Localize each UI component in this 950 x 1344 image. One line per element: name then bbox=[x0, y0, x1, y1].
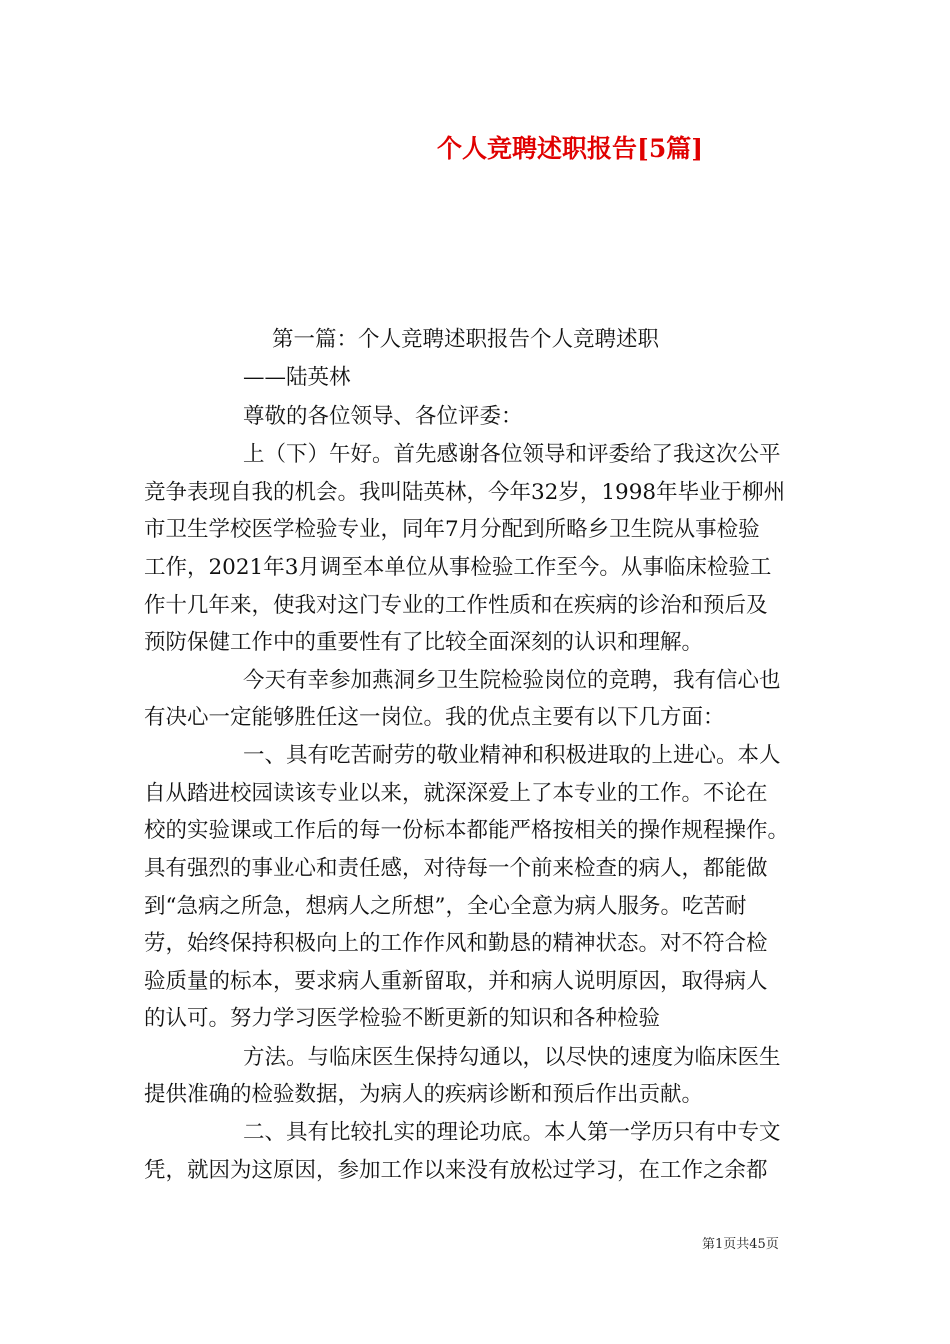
text-line: 预防保健工作中的重要性有了比较全面深刻的认识和理解。 bbox=[144, 630, 704, 655]
text-line: 具有强烈的事业心和责任感，对待每一个前来检查的病人，都能做 bbox=[144, 856, 768, 881]
text-line: 今天有幸参加燕洞乡卫生院检验岗位的竞聘，我有信心也 bbox=[243, 668, 781, 693]
text-line: 上（下）午好。首先感谢各位领导和评委给了我这次公平 bbox=[243, 442, 781, 467]
text-line: 的认可。努力学习医学检验不断更新的知识和各种检验 bbox=[144, 1006, 661, 1031]
text-line: 市卫生学校医学检验专业，同年7月分配到所略乡卫生院从事检验 bbox=[144, 517, 760, 542]
text-line: 作十几年来，使我对这门专业的工作性质和在疾病的诊治和预后及 bbox=[144, 593, 768, 618]
text-line: 第一篇：个人竞聘述职报告个人竞聘述职 bbox=[272, 327, 660, 352]
text-line: 劳，始终保持积极向上的工作作风和勤恳的精神状态。对不符合检 bbox=[144, 931, 768, 956]
text-line: 有决心一定能够胜任这一岗位。我的优点主要有以下几方面： bbox=[144, 705, 725, 730]
text-line: 凭，就因为这原因，参加工作以来没有放松过学习，在工作之余都 bbox=[144, 1158, 768, 1183]
page-number-footer: 第1页共45页 bbox=[702, 1237, 779, 1252]
text-line: 二、具有比较扎实的理论功底。本人第一学历只有中专文 bbox=[243, 1120, 781, 1145]
text-line: 验质量的标本，要求病人重新留取，并和病人说明原因，取得病人 bbox=[144, 969, 768, 994]
document-title: 个人竞聘述职报告[5篇] bbox=[437, 134, 704, 163]
text-line: 方法。与临床医生保持勾通以，以尽快的速度为临床医生 bbox=[243, 1045, 781, 1070]
text-line: 竞争表现自我的机会。我叫陆英林，今年32岁，1998年毕业于柳州 bbox=[144, 480, 786, 505]
text-line: 一、具有吃苦耐劳的敬业精神和积极进取的上进心。本人 bbox=[243, 743, 781, 768]
text-line: 提供准确的检验数据，为病人的疾病诊断和预后作出贡献。 bbox=[144, 1082, 704, 1107]
text-line: 校的实验课或工作后的每一份标本都能严格按相关的操作规程操作。 bbox=[144, 818, 790, 843]
text-line: ——陆英林 bbox=[243, 365, 351, 390]
text-line: 尊敬的各位领导、各位评委： bbox=[243, 404, 523, 429]
text-line: 到“急病之所急，想病人之所想”，全心全意为病人服务。吃苦耐 bbox=[144, 894, 747, 919]
text-line: 工作，2021年3月调至本单位从事检验工作至今。从事临床检验工 bbox=[144, 555, 772, 580]
text-line: 自从踏进校园读该专业以来，就深深爱上了本专业的工作。不论在 bbox=[144, 781, 768, 806]
